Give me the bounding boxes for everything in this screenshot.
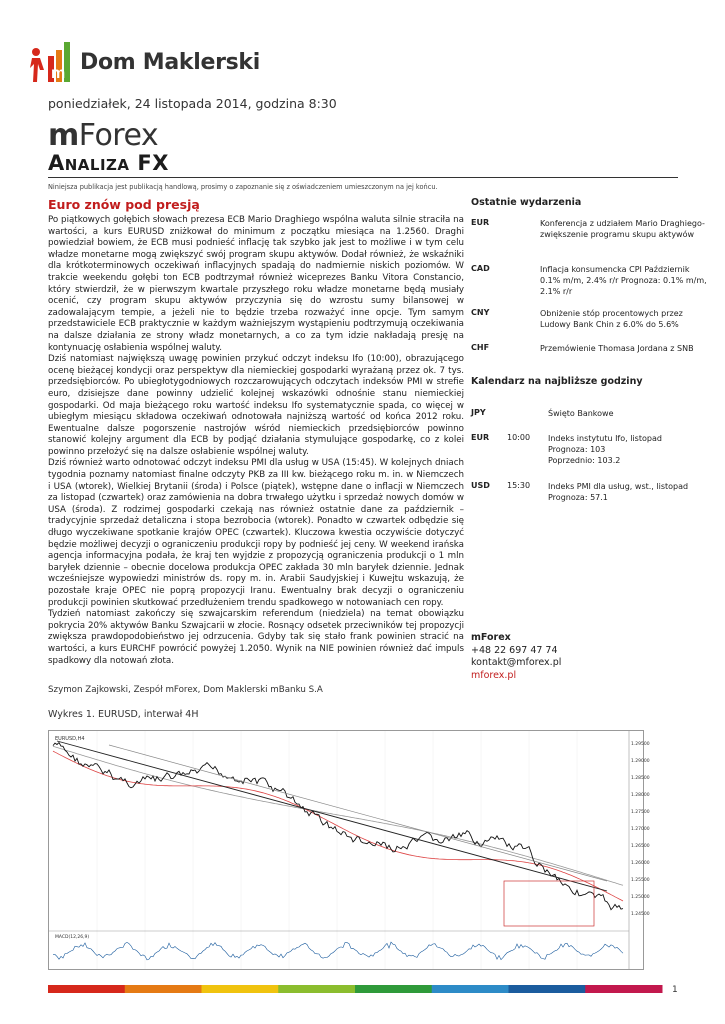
event-text: Inflacja konsumencka CPI Październik 0.1% m/m, 2.4% r/r Prognoza: 0.1% m/m, 2.1% r/r — [540, 265, 707, 296]
mforex-logo — [48, 118, 158, 153]
event-text: Przemówienie Thomasa Jordana z SNB — [540, 344, 694, 353]
price-tick-label: 1.24500 — [631, 912, 650, 917]
dom-maklerski-logo-mark — [28, 40, 74, 82]
calendar-item — [548, 481, 713, 503]
article-title: Euro znów pod presją — [48, 197, 200, 212]
price-tick-label: 1.27000 — [631, 827, 650, 832]
footer-bar-segment — [432, 985, 509, 993]
footer-bar-segment — [125, 985, 202, 993]
calendar-currency: USD — [471, 481, 490, 490]
section-title: Analiza FX — [48, 151, 169, 175]
event-text: Konferencja z udziałem Mario Draghiego- zwiększenie programu skupu aktywów — [540, 219, 705, 239]
footer-bar-segment — [585, 985, 662, 993]
article-paragraph: Dziś również warto odnotować odczyt indeksu PMI dla usług w USA (15:45). W kolejnych dniach tygodnia poznamy natomiast finalne odczyty PKB za III kw. bieżącego roku m. in. w Niemczech i USA (wtorek), Wielkiej Brytanii (środa) i Polsce (piątek), wstępne dane o inflacji w Niemczech za listopad (czwartek) oraz zamówienia na dobra trwałego użytku i sprzedaż nowych domów w USA (środa). Z rodzimej gospodarki czekają nas również ostatnie dane za październik – tradycyjnie sprzedaż detaliczna i stopa bezrobocia (wtorek). Ponadto w czwartek odbędzie się długo wyczekiwane spotkanie krajów OPEC (czwartek). Kluczowa kwestia oczywiście dotyczyć będzie możliwej decyzji o ograniczeniu produkcji ropy by podnieść jej ceny. W weekend irańska agencja informacyjna podała, że kraj ten wyjdzie z propozycją ograniczenia produkcji o 1 mln baryłek dziennie – obecnie docelowa produkcja OPEC zakłada 30 mln baryłek dziennie. Jednak wcześniejsze wypowiedzi ministrów ds. ropy m. in. Arabii Saudyjskiej i Kuwejtu wskazują, że pozostałe kraje OPEC nie poprą propozycji Iranu. Ewentualny brak decyzji o ograniczeniu produkcji powinien skutkować przedłużeniem trendu spadkowego w notowaniach cen ropy. — [48, 458, 464, 608]
logo-text: Dom Maklerski — [80, 50, 261, 75]
disclaimer: Niniejsza publikacja jest publikacją handlową, prosimy o zapoznanie się z oświadczeniem umieszczonym na jej końcu. — [48, 183, 438, 191]
calendar-item — [548, 433, 713, 466]
price-tick-label: 1.29500 — [631, 742, 650, 747]
price-tick-label: 1.29000 — [631, 759, 650, 764]
recent-events-heading: Ostatnie wydarzenia — [471, 197, 582, 208]
price-tick-label: 1.28000 — [631, 793, 650, 798]
calendar-line: Poprzednio: 103.2 — [548, 456, 621, 465]
price-tick-label: 1.26500 — [631, 844, 650, 849]
footer-color-bar — [48, 985, 662, 993]
brand-prefix: m — [48, 118, 79, 153]
contact-name: mForex — [471, 632, 511, 643]
price-tick-label: 1.25000 — [631, 895, 650, 900]
event-currency: CHF — [471, 343, 490, 352]
footer-bar-segment — [278, 985, 355, 993]
price-tick-label: 1.28500 — [631, 776, 650, 781]
contact-block — [471, 632, 561, 682]
article-paragraph: Tydzień natomiast zakończy się szwajcarskim referendum (niedziela) na temat obowiązku pokrycia 20% aktywów Banku Szwajcarii w złocie. Rosnący odsetek przeciwników tej propozycji zwiększa prawdopodobieństwo jej odrzucenia. Gdyby tak się stało frank powinien stracić na wartości, a kurs EURCHF powrócić powyżej 1.2050. Wynik na NIE powinien również dać impuls spadkowy dla notowań złota. — [48, 609, 464, 666]
price-tick-label: 1.27500 — [631, 810, 650, 815]
article-author: Szymon Zajkowski, Zespół mForex, Dom Maklerski mBanku S.A — [48, 685, 323, 695]
event-text: Obniżenie stóp procentowych przez Ludowy Bank Chin z 6.0% do 5.6% — [540, 309, 683, 329]
article-body — [48, 215, 464, 667]
price-tick-label: 1.25500 — [631, 878, 650, 883]
contact-phone: +48 22 697 47 74 — [471, 644, 558, 656]
publication-date: poniedziałek, 24 listopada 2014, godzina 8:30 — [48, 96, 337, 111]
chart-caption: Wykres 1. EURUSD, interwał 4H — [48, 709, 199, 720]
event-currency: EUR — [471, 218, 490, 227]
event-currency: CNY — [471, 308, 490, 317]
article-paragraph: Po piątkowych gołębich słowach prezesa ECB Mario Draghiego wspólna waluta silnie straciła na wartości, a kurs EURUSD zniżkował do minimum z początku miesiąca na 1.2560. Draghi powiedział bowiem, że ECB musi podnieść inflację tak szybko jak jest to możliwe i w tym celu władze monetarne mogą zwiększyć swój program skupu aktywów. Dodał również, że wskaźniki dla krótkoterminowych oczekiwań inflacyjnych spadają do nadmiernie niskich poziomów. W trakcie weekendu gołębi ton ECB podtrzymał również wiceprezes Banku Vitora Constancio, który stwierdził, że w pierwszym kwartale przyszłego roku władze monetarne będą musiały ocenić, czy program skupu aktywów przyczynia się do wzrostu sumy bilansowej w zadowalającym tempie, a jeżeli nie to będzie trzeba rozważyć inne opcje. Tym samym przedstawiciele ECB praktycznie w każdym ważniejszym wystąpieniu podtrzymują oczekiwania na dalsze działania ze strony władz monetarnych, a co za tym idzie nakładają presję na kontynuację osłabienia wspólnej waluty. — [48, 215, 464, 353]
calendar-currency: EUR — [471, 433, 490, 442]
price-tick-label: 1.26000 — [631, 861, 650, 866]
series-label: EURUSD,H4 — [55, 736, 85, 742]
calendar-time: 10:00 — [507, 433, 531, 442]
oscillator-label: MACD(12,26,9) — [55, 935, 90, 940]
contact-email[interactable]: kontakt@mforex.pl — [471, 657, 562, 668]
calendar-time: 15:30 — [507, 481, 531, 490]
eurusd-chart — [48, 730, 650, 970]
footer-bar-segment — [355, 985, 432, 993]
title-divider — [48, 177, 678, 178]
page-number: 1 — [672, 985, 678, 995]
calendar-line: Indeks instytutu Ifo, listopad — [548, 434, 662, 443]
calendar-line: Indeks PMI dla usług, wst., listopad — [548, 482, 689, 491]
article-paragraph: Dziś natomiast największą uwagę powinien przykuć odczyt indeksu Ifo (10:00), obrazującego ocenę bieżącej kondycji oraz perspektyw dla niemieckiej gospodarki wyrażaną przez ok. 7 tys. przedsiębiorców. Po ubiegłotygodniowych rozczarowujących odczytach indeksów PMI w strefie euro, dzisiejsze dane powinny udzielić kolejnej wskazówki odnośnie stanu niemieckiej gospodarki. Od maja bieżącego roku wartość indeksu Ifo systematycznie spada, co więcej w ubiegłym miesiącu składowa oczekiwań odnotowała najniższą wartość od końca 2012 roku. Ewentualne dalsze pogorszenie nastrojów wśród niemieckich przedsiębiorców powinno stanowić kolejny argument dla ECB by podjąć działania stymulujące gospodarkę, co z kolei powinno przełożyć się na dalsze osłabienie wspólnej waluty. — [48, 354, 464, 457]
calendar-line: Święto Bankowe — [548, 409, 614, 418]
calendar-item — [548, 408, 713, 419]
calendar-line: Prognoza: 57.1 — [548, 493, 608, 502]
logo-letter: m — [51, 65, 66, 82]
contact-url[interactable]: mforex.pl — [471, 669, 517, 681]
footer-bar-segment — [509, 985, 586, 993]
event-currency: CAD — [471, 264, 490, 273]
calendar-line: Prognoza: 103 — [548, 445, 606, 454]
calendar-currency: JPY — [471, 408, 486, 417]
footer-bar-segment — [48, 985, 125, 993]
footer-bar-segment — [202, 985, 279, 993]
calendar-heading: Kalendarz na najbliższe godziny — [471, 376, 643, 387]
chart-canvas — [49, 731, 650, 969]
brand-name: Forex — [78, 118, 159, 153]
